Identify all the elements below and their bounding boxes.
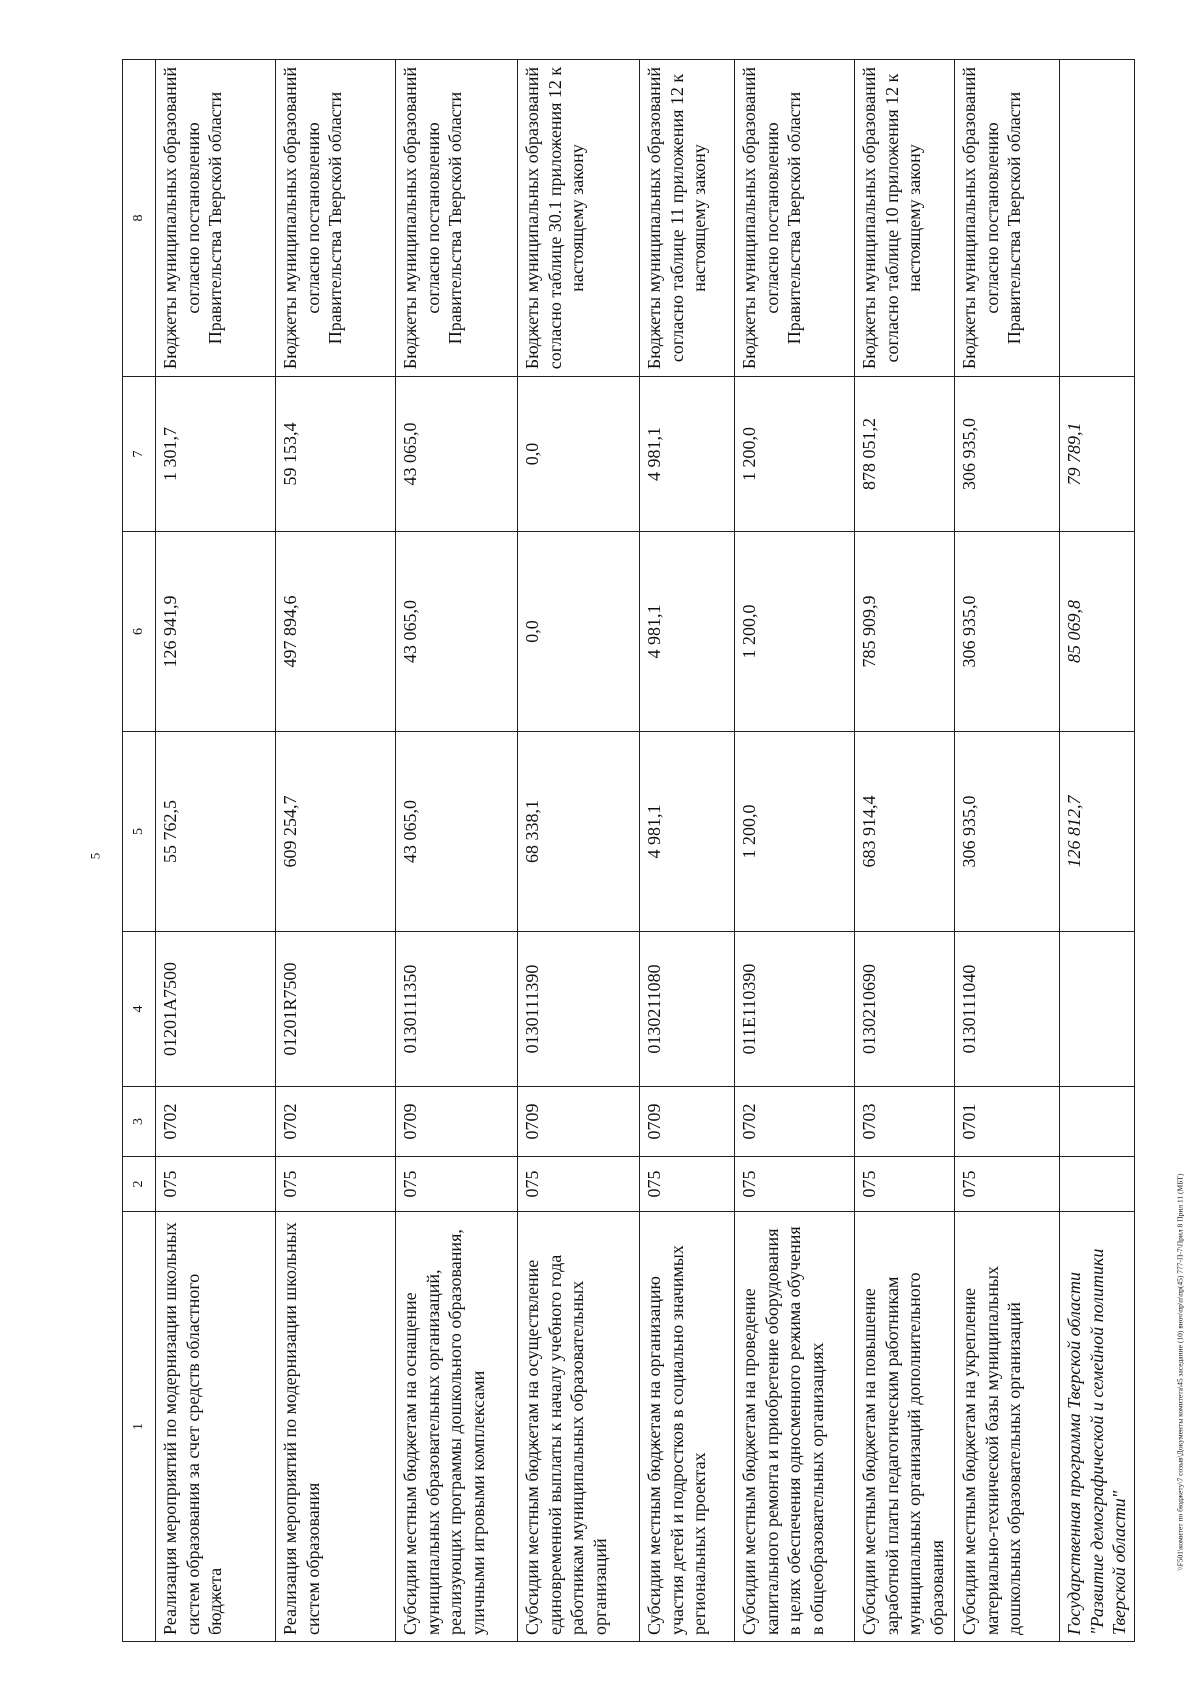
col-header: 5	[123, 732, 156, 932]
ministry-code: 075	[396, 1157, 518, 1212]
amount-year-2: 4 981,1	[640, 532, 735, 732]
amount-year-3: 4 981,1	[640, 377, 735, 532]
section-code: 0709	[396, 1087, 518, 1157]
table-row	[396, 60, 518, 1642]
col-header: 8	[123, 60, 156, 377]
amount-year-2: 126 941,9	[156, 532, 276, 732]
amount-year-2: 43 065,0	[396, 532, 518, 732]
col-header: 1	[123, 1212, 156, 1642]
page-number: 5	[87, 852, 103, 860]
col-header: 3	[123, 1087, 156, 1157]
header-row	[123, 60, 156, 1642]
col-header: 4	[123, 932, 156, 1087]
target-code: 01201R7500	[276, 932, 396, 1087]
target-code: 0130111390	[518, 932, 640, 1087]
recipient: Бюджеты муниципальных образований согласно постановлению Правительства Тверской области	[955, 60, 1060, 377]
rotated-page	[122, 60, 1129, 1642]
amount-year-1: 55 762,5	[156, 732, 276, 932]
budget-table	[122, 59, 1135, 1642]
section-code	[1060, 1087, 1135, 1157]
amount-year-3: 43 065,0	[396, 377, 518, 532]
ministry-code: 075	[640, 1157, 735, 1212]
section-code: 0702	[156, 1087, 276, 1157]
item-name: Субсидии местным бюджетам на повышение заработной платы педагогическим работникам муниципальных организаций дополнительного образования	[855, 1212, 955, 1642]
amount-year-3: 1 200,0	[735, 377, 855, 532]
ministry-code	[1060, 1157, 1135, 1212]
target-code: 0130111350	[396, 932, 518, 1087]
amount-year-1: 306 935,0	[955, 732, 1060, 932]
amount-year-1: 1 200,0	[735, 732, 855, 932]
section-code: 0702	[276, 1087, 396, 1157]
ministry-code: 075	[518, 1157, 640, 1212]
amount-year-2: 785 909,9	[855, 532, 955, 732]
recipient: Бюджеты муниципальных образований согласно постановлению Правительства Тверской области	[276, 60, 396, 377]
ministry-code: 075	[276, 1157, 396, 1212]
item-name: Субсидии местным бюджетам на оснащение муниципальных образовательных организаций, реализующих программы дошкольного образования, уличными игровыми комплексами	[396, 1212, 518, 1642]
recipient: Бюджеты муниципальных образований согласно постановлению Правительства Тверской области	[735, 60, 855, 377]
section-code: 0701	[955, 1087, 1060, 1157]
file-path-footer: \\F501\комитет по бюджету\7 созыв\Документы комитета\45 заседание (10) вноч\пр\п\пр(45) 777-П-7\Прил 8 Прил 11 (МБТ)	[1175, 1173, 1185, 1571]
ministry-code: 075	[955, 1157, 1060, 1212]
recipient: Бюджеты муниципальных образований согласно таблице 10 приложения 12 к настоящему закону	[855, 60, 955, 377]
ministry-code: 075	[855, 1157, 955, 1212]
target-code: 011E110390	[735, 932, 855, 1087]
table-row	[735, 60, 855, 1642]
amount-year-2: 306 935,0	[955, 532, 1060, 732]
table-row-total	[1060, 60, 1135, 1642]
section-code: 0703	[855, 1087, 955, 1157]
target-code: 0130111040	[955, 932, 1060, 1087]
item-name: Реализация мероприятий по модернизации школьных систем образования за счет средств областного бюджета	[156, 1212, 276, 1642]
recipient: Бюджеты муниципальных образований согласно таблице 30.1 приложения 12 к настоящему закону	[518, 60, 640, 377]
col-header: 2	[123, 1157, 156, 1212]
section-code: 0702	[735, 1087, 855, 1157]
table-row	[640, 60, 735, 1642]
target-code: 0130210690	[855, 932, 955, 1087]
target-code: 01201A7500	[156, 932, 276, 1087]
amount-year-3: 878 051,2	[855, 377, 955, 532]
amount-year-2: 0,0	[518, 532, 640, 732]
item-name: Субсидии местным бюджетам на проведение капитального ремонта и приобретение оборудования в целях обеспечения односменного режима обучения в общеобразовательных организациях	[735, 1212, 855, 1642]
section-code: 0709	[518, 1087, 640, 1157]
amount-year-3: 0,0	[518, 377, 640, 532]
amount-year-3: 306 935,0	[955, 377, 1060, 532]
table-row	[855, 60, 955, 1642]
recipient: Бюджеты муниципальных образований согласно таблице 11 приложения 12 к настоящему закону	[640, 60, 735, 377]
table-row	[156, 60, 276, 1642]
amount-year-3: 59 153,4	[276, 377, 396, 532]
amount-year-1: 4 981,1	[640, 732, 735, 932]
item-name: Субсидии местным бюджетам на осуществление единовременной выплаты к началу учебного года работникам муниципальных образовательных организаций	[518, 1212, 640, 1642]
amount-year-1: 68 338,1	[518, 732, 640, 932]
col-header: 6	[123, 532, 156, 732]
col-header: 7	[123, 377, 156, 532]
amount-year-1: 126 812,7	[1060, 732, 1135, 932]
ministry-code: 075	[735, 1157, 855, 1212]
target-code	[1060, 932, 1135, 1087]
recipient	[1060, 60, 1135, 377]
item-name: Реализация мероприятий по модернизации школьных систем образования	[276, 1212, 396, 1642]
recipient: Бюджеты муниципальных образований согласно постановлению Правительства Тверской области	[396, 60, 518, 377]
amount-year-1: 609 254,7	[276, 732, 396, 932]
amount-year-1: 43 065,0	[396, 732, 518, 932]
table-row	[955, 60, 1060, 1642]
amount-year-2: 1 200,0	[735, 532, 855, 732]
section-code: 0709	[640, 1087, 735, 1157]
amount-year-1: 683 914,4	[855, 732, 955, 932]
ministry-code: 075	[156, 1157, 276, 1212]
amount-year-3: 1 301,7	[156, 377, 276, 532]
amount-year-2: 497 894,6	[276, 532, 396, 732]
recipient: Бюджеты муниципальных образований согласно постановлению Правительства Тверской области	[156, 60, 276, 377]
item-name: Субсидии местным бюджетам на организацию участия детей и подростков в социально значимых региональных проектах	[640, 1212, 735, 1642]
item-name: Государственная программа Тверской области "Развитие демографической и семейной политики Тверской области"	[1060, 1212, 1135, 1642]
amount-year-3: 79 789,1	[1060, 377, 1135, 532]
amount-year-2: 85 069,8	[1060, 532, 1135, 732]
item-name: Субсидии местным бюджетам на укрепление материально-технической базы муниципальных дошкольных образовательных организаций	[955, 1212, 1060, 1642]
table-row	[276, 60, 396, 1642]
table-row	[518, 60, 640, 1642]
target-code: 0130211080	[640, 932, 735, 1087]
